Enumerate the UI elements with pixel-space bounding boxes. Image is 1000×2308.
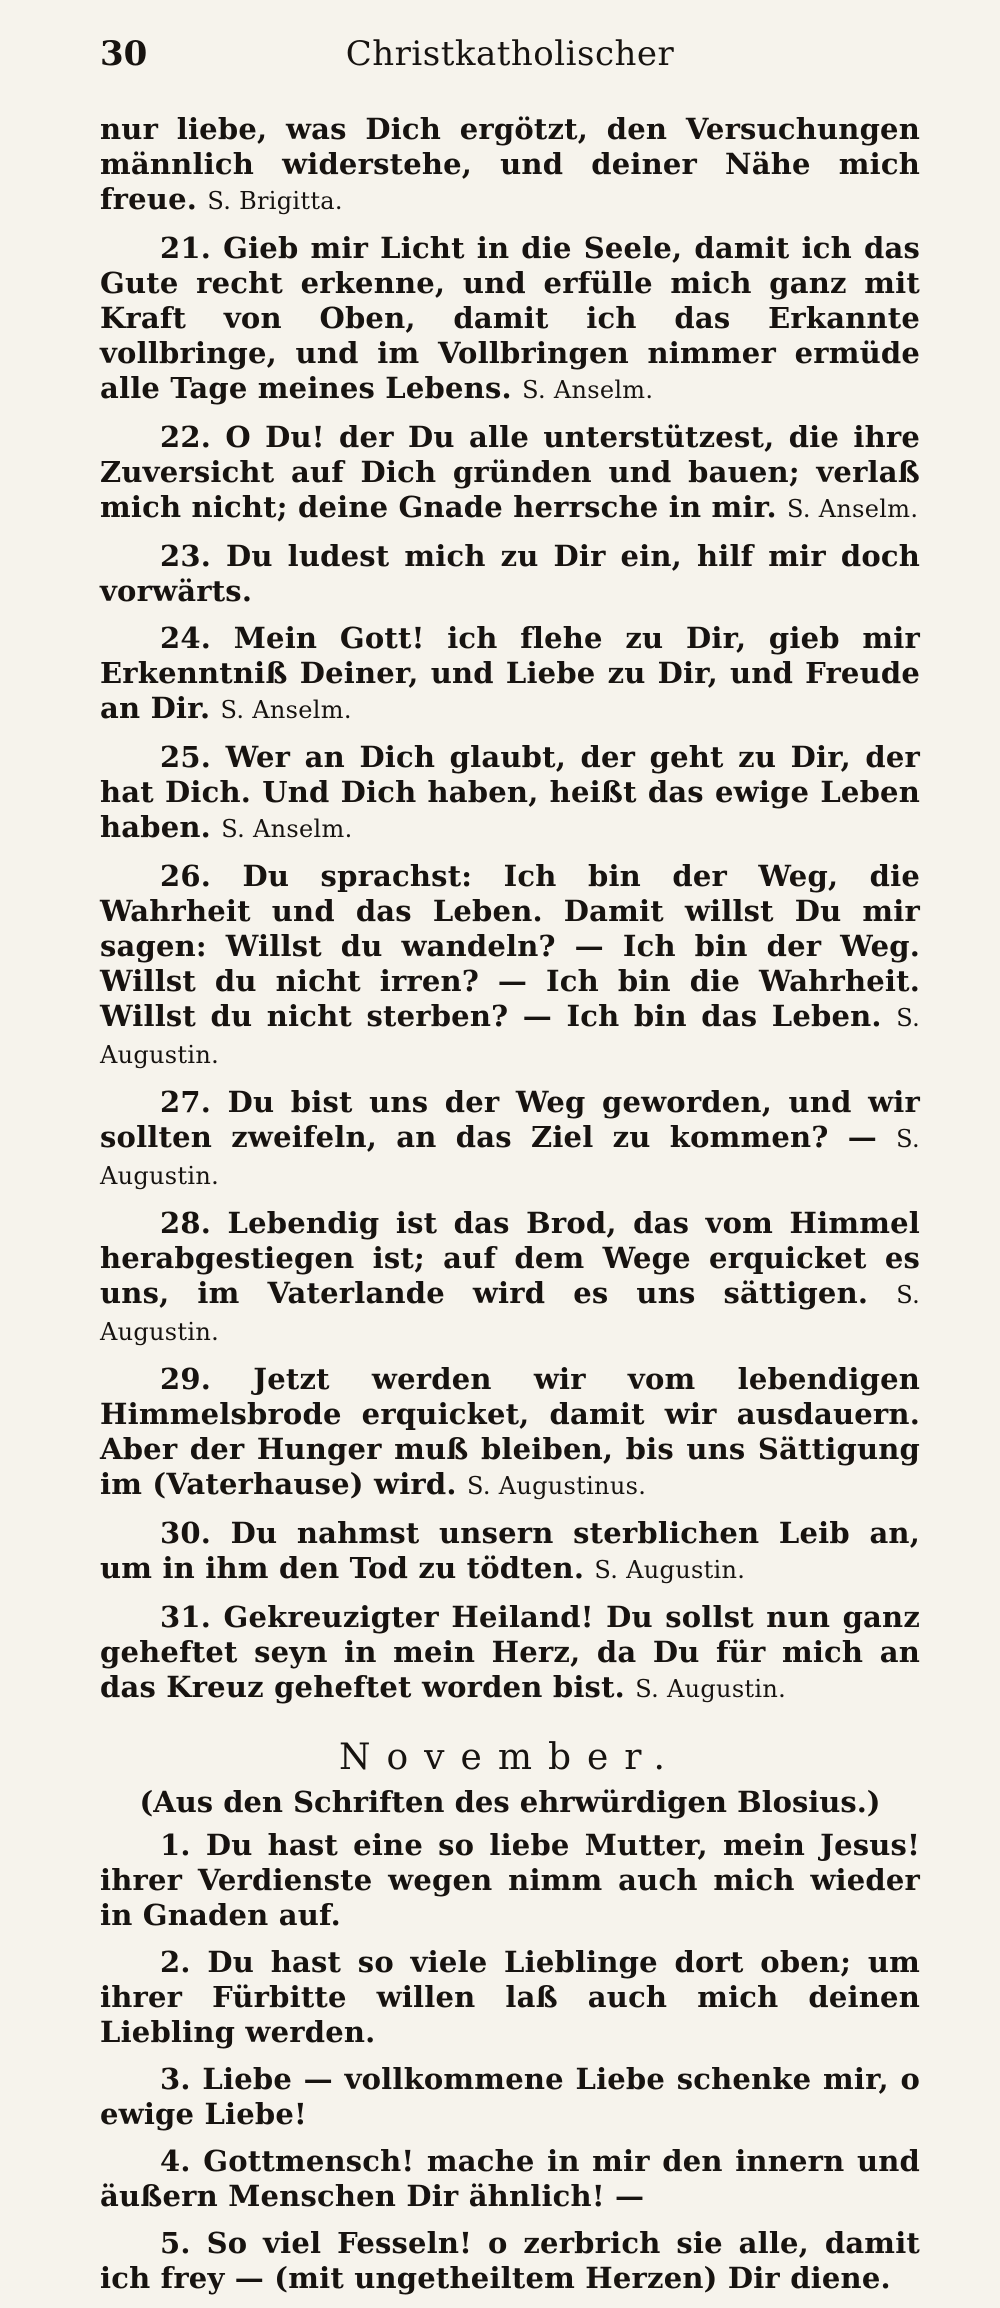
entry-text: Jetzt werden wir vom lebendigen Himmelsbrode erquicket, damit wir ausdauern. Aber der Hunger muß bleiben, bis uns Sättigung im (Vaterhause) wird. — [100, 1362, 921, 1501]
prayer-entry-27 — [100, 1085, 920, 1194]
prayer-entry-21 — [100, 231, 920, 408]
prayer-entry-30 — [100, 1516, 920, 1588]
entry-number: 27. — [160, 1085, 212, 1119]
entry-author: S. Augustin. — [635, 1675, 787, 1703]
november-entry-4 — [100, 2144, 920, 2214]
entry-number: 3. — [160, 2062, 191, 2096]
entry-author: S. Anselm. — [221, 815, 353, 843]
entry-number: 29. — [160, 1362, 212, 1396]
entry-text: Du sprachst: Ich bin der Weg, die Wahrheit und das Leben. Damit willst Du mir sagen: Willst du wandeln? — Ich bin der Weg. Willst du nicht irren? — Ich bin die Wahrheit. Willst du nicht sterben? — Ich bin das Leben. — [100, 859, 921, 1033]
entry-text: O Du! der Du alle unterstützest, die ihre Zuversicht auf Dich gründen und bauen; verlaß mich nicht; deine Gnade herrsche in mir. — [100, 420, 921, 524]
november-entry-5 — [100, 2226, 920, 2296]
entry-number: 25. — [160, 740, 212, 774]
entry-author: S. Anselm. — [220, 696, 352, 724]
entry-text: Gottmensch! mache in mir den innern und äußern Menschen Dir ähnlich! — — [100, 2144, 920, 2213]
entry-number: 26. — [160, 859, 212, 893]
prayer-entry-24 — [100, 621, 920, 728]
entry-text: nur liebe, was Dich ergötzt, den Versuchungen männlich widerstehe, und deiner Nähe mich freue. — [100, 112, 920, 216]
november-entry-2 — [100, 1945, 920, 2050]
entry-text: Gekreuzigter Heiland! Du sollst nun ganz geheftet seyn in mein Herz, da Du für mich an das Kreuz geheftet worden bist. — [100, 1600, 920, 1704]
prayer-entry-31 — [100, 1600, 920, 1707]
entry-number: 24. — [160, 621, 212, 655]
entry-text: Liebe — vollkommene Liebe schenke mir, o ewige Liebe! — [100, 2062, 920, 2131]
entry-author: S. Augustin. — [594, 1556, 746, 1584]
entry-number: 22. — [160, 420, 212, 454]
running-title: Christkatholischer — [345, 34, 675, 74]
entry-number: 5. — [160, 2226, 191, 2260]
entry-text: Du hast eine so liebe Mutter, mein Jesus! ihrer Verdienste wegen nimm auch mich wieder in Gnaden auf. — [100, 1828, 921, 1932]
prayer-entry-22 — [100, 420, 920, 527]
prayer-entry-23 — [100, 539, 920, 609]
entry-author: S. Anselm. — [522, 376, 654, 404]
entry-author: S. Anselm. — [787, 495, 919, 523]
entry-author: S. Augustinus. — [466, 1472, 647, 1500]
november-entry-1 — [100, 1828, 920, 1933]
november-entry-3 — [100, 2062, 920, 2132]
entry-number: 1. — [160, 1828, 191, 1862]
section-source: (Aus den Schriften des ehrwürdigen Blosius.) — [139, 1785, 881, 1819]
prayer-entry-28 — [100, 1206, 920, 1350]
entry-text: Mein Gott! ich flehe zu Dir, gieb mir Erkenntniß Deiner, und Liebe zu Dir, und Freude an Dir. — [100, 621, 921, 725]
entry-author: S. Augustin. — [100, 1125, 920, 1190]
entry-text: Du bist uns der Weg geworden, und wir sollten zweifeln, an das Ziel zu kommen? — — [100, 1085, 921, 1154]
entry-number: 4. — [160, 2144, 191, 2178]
entry-text: Du hast so viele Lieblinge dort oben; um ihrer Fürbitte willen laß auch mich deinen Liebling werden. — [100, 1945, 921, 2049]
entry-number: 31. — [160, 1600, 212, 1634]
entry-number: 28. — [160, 1206, 212, 1240]
entry-number: 30. — [160, 1516, 212, 1550]
entry-text: Gieb mir Licht in die Seele, damit ich das Gute recht erkenne, und erfülle mich ganz mit Kraft von Oben, damit ich das Erkannte vollbringe, und im Vollbringen nimmer ermüde alle Tage meines Lebens. — [100, 231, 920, 405]
entry-text: So viel Fesseln! o zerbrich sie alle, damit ich frey — (mit ungetheiltem Herzen) Dir diene. — [100, 2226, 921, 2295]
entry-number: 21. — [160, 231, 212, 265]
page-body — [100, 112, 920, 2308]
entry-text: Wer an Dich glaubt, der geht zu Dir, der hat Dich. Und Dich haben, heißt das ewige Leben haben. — [100, 740, 920, 844]
entry-number: 23. — [160, 539, 212, 573]
page-number: 30 — [100, 34, 148, 74]
entry-text: Du nahmst unsern sterblichen Leib an, um in ihm den Tod zu tödten. — [100, 1516, 921, 1585]
prayer-entry-29 — [100, 1362, 920, 1504]
entry-text: Du ludest mich zu Dir ein, hilf mir doch vorwärts. — [100, 539, 921, 608]
entry-author: S. Brigitta. — [207, 187, 343, 215]
page-header — [100, 30, 920, 90]
entry-text: Lebendig ist das Brod, das vom Himmel herabgestiegen ist; auf dem Wege erquicket es uns, im Vaterlande wird es uns sättigen. — [100, 1206, 921, 1310]
continuation-entry — [100, 112, 920, 219]
prayer-entry-25 — [100, 740, 920, 847]
entry-author: S. Augustin. — [100, 1004, 921, 1069]
entry-number: 2. — [160, 1945, 191, 1979]
prayer-entry-26 — [100, 859, 920, 1073]
entry-author: S. Augustin. — [100, 1281, 921, 1346]
section-title-november: November. — [339, 1737, 681, 1778]
